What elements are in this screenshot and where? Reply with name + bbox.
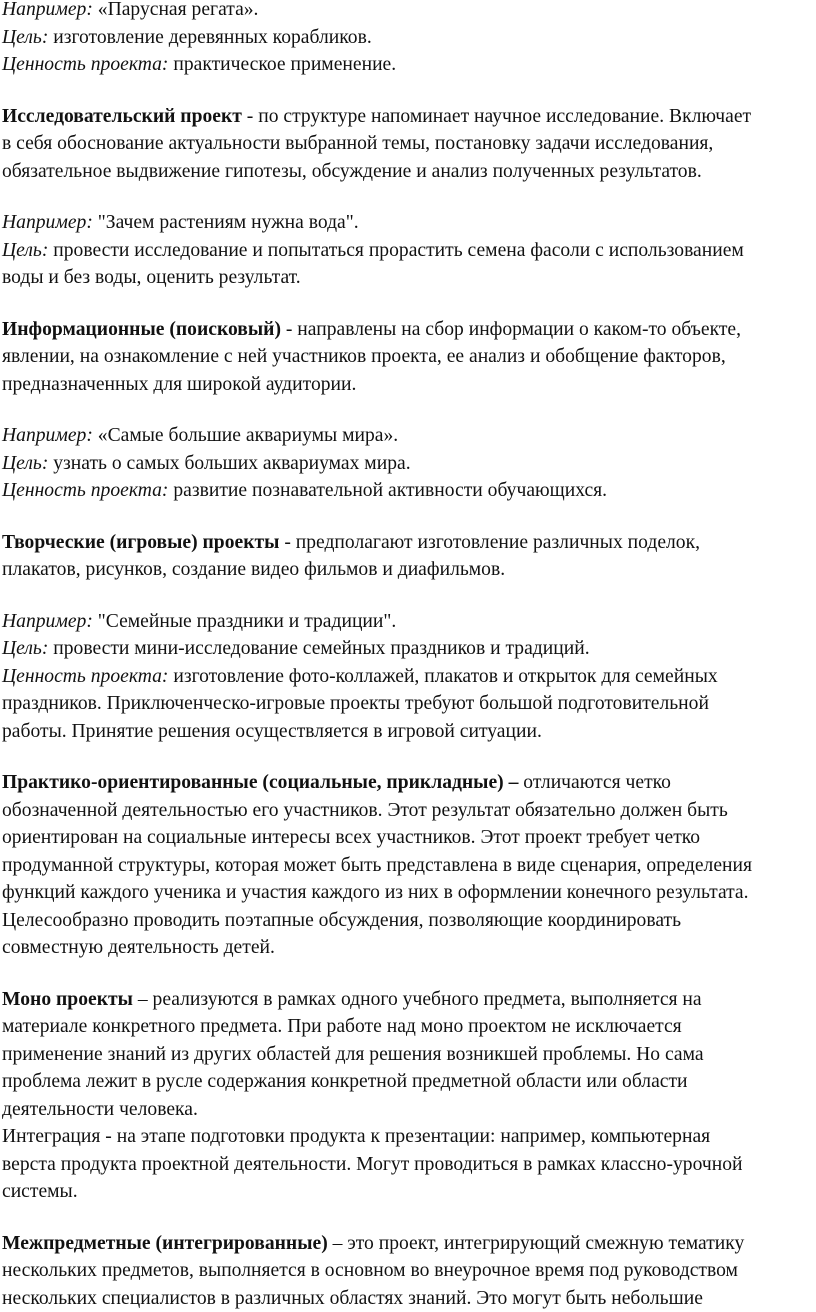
example-text: «Самые большие аквариумы мира». [93, 425, 398, 446]
paragraph-line: обязательное выдвижение гипотезы, обсуждение и анализ полученных результатов. [2, 158, 814, 186]
paragraph-line: праздников. Приключенческо-игровые проекты требуют большой подготовительной [2, 690, 814, 718]
paragraph-line [2, 529, 814, 557]
value-line [2, 477, 814, 505]
goal-line [2, 635, 814, 663]
value-text: изготовление фото-коллажей, плакатов и открыток для семейных [168, 666, 717, 687]
section-heading: Творческие (игровые) проекты [2, 532, 279, 553]
paragraph-line: верста продукта проектной деятельности. Могут проводиться в рамках классно-урочной [2, 1151, 814, 1179]
example-line [2, 0, 814, 24]
paragraph-line: обозначенной деятельностью его участников. Этот результат обязательно должен быть [2, 797, 814, 825]
paragraph-line [2, 769, 814, 797]
paragraph-line: совместную деятельность детей. [2, 934, 814, 962]
value-label: Ценность проекта: [2, 54, 168, 75]
paragraph-line: применение знаний из других областей для решения возникшей проблемы. Но сама [2, 1041, 814, 1069]
practice-oriented-paragraph [2, 769, 814, 962]
research-project-paragraph [2, 103, 814, 186]
creative-project-paragraph [2, 529, 814, 584]
example-family-holidays [2, 608, 814, 746]
mono-projects-paragraph [2, 986, 814, 1206]
section-heading: Моно проекты [2, 989, 133, 1010]
value-text: развитие познавательной активности обучающихся. [168, 480, 607, 501]
example-water [2, 209, 814, 292]
paragraph-text: - предполагают изготовление различных поделок, [279, 532, 700, 553]
paragraph-line: нескольких предметов, выполняется в основном во внеурочное время под руководством [2, 1257, 814, 1285]
section-heading: Межпредметные (интегрированные) [2, 1233, 328, 1254]
paragraph-line: деятельности человека. [2, 1096, 814, 1124]
example-line [2, 209, 814, 237]
paragraph-text: - по структуре напоминает научное исследование. Включает [242, 106, 751, 127]
goal-label: Цель: [2, 453, 48, 474]
section-heading: Исследовательский проект [2, 106, 242, 127]
paragraph-line: системы. [2, 1178, 814, 1206]
interdisciplinary-paragraph [2, 1230, 814, 1312]
paragraph-line: ориентирован на социальные интересы всех участников. Этот проект требует четко [2, 824, 814, 852]
value-label: Ценность проекта: [2, 666, 168, 687]
paragraph-text: – это проект, интегрирующий смежную тематику [328, 1233, 745, 1254]
paragraph-text: - направлены на сбор информации о каком-то объекте, [281, 319, 741, 340]
value-line [2, 51, 814, 79]
paragraph-line: проблема лежит в русле содержания конкретной предметной области или области [2, 1068, 814, 1096]
paragraph-line: плакатов, рисунков, создание видео фильмов и диафильмов. [2, 556, 814, 584]
goal-text: провести мини-исследование семейных праздников и традиций. [48, 638, 589, 659]
section-heading: Информационные (поисковый) [2, 319, 281, 340]
example-text: "Семейные праздники и традиции". [93, 611, 396, 632]
paragraph-line: Целесообразно проводить поэтапные обсуждения, позволяющие координировать [2, 907, 814, 935]
example-line [2, 422, 814, 450]
goal-label: Цель: [2, 638, 48, 659]
example-text: "Зачем растениям нужна вода". [93, 212, 359, 233]
example-label: Например: [2, 212, 93, 233]
goal-label: Цель: [2, 27, 48, 48]
paragraph-line: нескольких специалистов в различных областях знаний. Это могут быть небольшие [2, 1285, 814, 1312]
paragraph-line [2, 103, 814, 131]
value-label: Ценность проекта: [2, 480, 168, 501]
example-label: Например: [2, 0, 93, 20]
goal-line [2, 450, 814, 478]
value-line [2, 663, 814, 691]
paragraph-line: работы. Принятие решения осуществляется в игровой ситуации. [2, 718, 814, 746]
informational-project-paragraph [2, 316, 814, 399]
paragraph-line [2, 316, 814, 344]
goal-text: провести исследование и попытаться прорастить семена фасоли с использованием [48, 240, 743, 261]
paragraph-line: в себя обоснование актуальности выбранной темы, постановку задачи исследования, [2, 130, 814, 158]
example-regatta [2, 0, 814, 79]
paragraph-line: предназначенных для широкой аудитории. [2, 371, 814, 399]
paragraph-line: продуманной структуры, которая может быть представлена в виде сценария, определения [2, 852, 814, 880]
example-label: Например: [2, 425, 93, 446]
goal-text: изготовление деревянных корабликов. [48, 27, 371, 48]
value-text: практическое применение. [168, 54, 396, 75]
goal-line-continued: воды и без воды, оценить результат. [2, 264, 814, 292]
example-label: Например: [2, 611, 93, 632]
goal-text: узнать о самых больших аквариумах мира. [48, 453, 410, 474]
example-text: «Парусная регата». [93, 0, 259, 20]
paragraph-line: Интеграция - на этапе подготовки продукта к презентации: например, компьютерная [2, 1123, 814, 1151]
paragraph-line [2, 1230, 814, 1258]
paragraph-line: материале конкретного предмета. При работе над моно проектом не исключается [2, 1013, 814, 1041]
paragraph-text: отличаются четко [518, 772, 671, 793]
goal-line [2, 24, 814, 52]
paragraph-line: функций каждого ученика и участия каждого из них в оформлении конечного результата. [2, 879, 814, 907]
goal-label: Цель: [2, 240, 48, 261]
section-heading: Практико-ориентированные (социальные, прикладные) – [2, 772, 518, 793]
example-line [2, 608, 814, 636]
paragraph-text: – реализуются в рамках одного учебного предмета, выполняется на [133, 989, 702, 1010]
paragraph-line [2, 986, 814, 1014]
paragraph-line: явлении, на ознакомление с ней участников проекта, ее анализ и обобщение факторов, [2, 343, 814, 371]
example-aquariums [2, 422, 814, 505]
goal-line [2, 237, 814, 265]
